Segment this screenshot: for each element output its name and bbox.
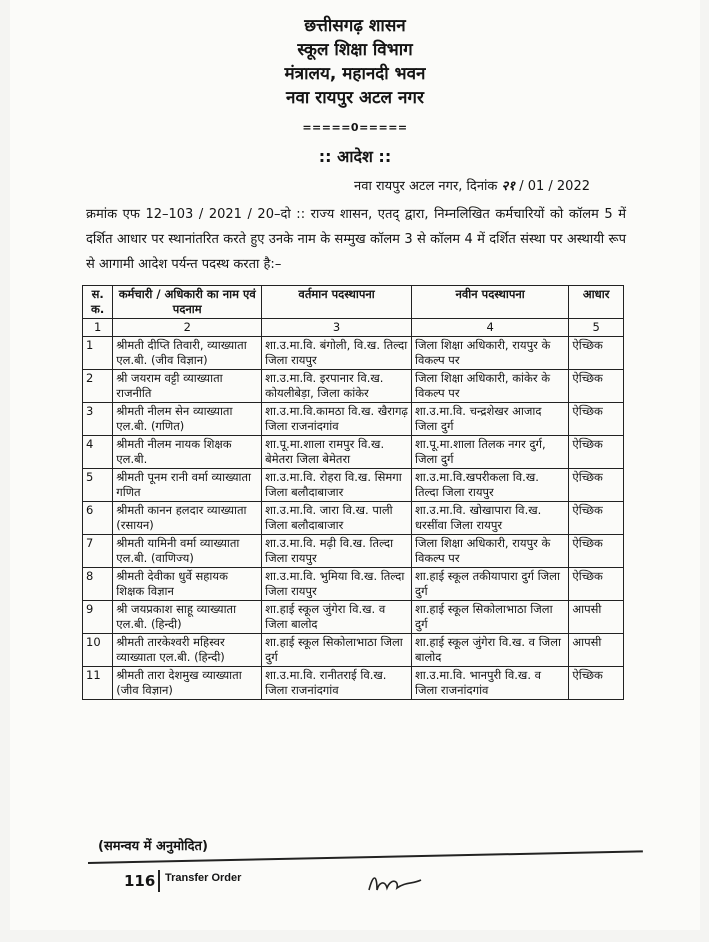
header-employee: कर्मचारी / अधिकारी का नाम एवं पदनाम — [113, 286, 262, 319]
header-basis: आधार — [569, 286, 624, 319]
cell-basis: आपसी — [569, 634, 624, 667]
cell-employee: श्रीमती कानन हलदार व्याख्याता (रसायन) — [113, 502, 262, 535]
cell-current-posting: शा.उ.मा.वि. रोहरा वि.ख. सिमगा जिला बलौदाबाजार — [262, 469, 412, 502]
cell-basis: आपसी — [569, 601, 624, 634]
header-city: नवा रायपुर अटल नगर — [286, 88, 424, 108]
header-serial: स. क. — [83, 286, 113, 319]
cell-new-posting: शा.उ.मा.वि. चन्द्रशेखर आजाद जिला दुर्ग — [411, 403, 568, 436]
order-paragraph: क्रमांक एफ 12–103 / 2021 / 20–दो :: राज्य शासन, एतद् द्वारा, निम्नलिखित कर्मचारियों को कॉलम 5 में दर्शित आधार पर स्थानांतरित करते हुए उनके नाम के सम्मुख कॉलम 3 से कॉलम 4 में दर्शित संस्था पर अस्थायी रूप से आगामी आदेश पर्यन्त पदस्थ करता है:– — [86, 207, 626, 272]
cell-current-posting: शा.उ.मा.वि. रानीतराई वि.ख. जिला राजनांदगांव — [262, 667, 412, 700]
cell-current-posting: शा.हाई स्कूल जुंगेरा वि.ख. व जिला बालोद — [262, 601, 412, 634]
table-row — [83, 436, 624, 469]
cell-serial: 11 — [83, 667, 113, 700]
dateline — [354, 176, 590, 194]
document-page — [10, 0, 700, 930]
dateline-rest: / 01 / 2022 — [519, 179, 590, 194]
dateline-prefix: नवा रायपुर अटल नगर, दिनांक — [354, 179, 498, 194]
cell-employee: श्रीमती यामिनी वर्मा व्याख्याता एल.बी. (वाणिज्य) — [113, 535, 262, 568]
colnum-2: 2 — [113, 319, 262, 337]
table-row — [83, 337, 624, 370]
cell-basis: ऐच्छिक — [569, 337, 624, 370]
cell-basis: ऐच्छिक — [569, 535, 624, 568]
colnum-1: 1 — [83, 319, 113, 337]
header-government: छत्तीसगढ़ शासन — [304, 16, 406, 36]
cell-new-posting: शा.उ.मा.वि.खपरीकला वि.ख. तिल्दा जिला रायपुर — [411, 469, 568, 502]
cell-employee: श्रीमती दीप्ति तिवारी, व्याख्याता एल.बी. (जीव विज्ञान) — [113, 337, 262, 370]
cell-employee: श्रीमती नीलम सेन व्याख्याता एल.बी. (गणित) — [113, 403, 262, 436]
cell-serial: 4 — [83, 436, 113, 469]
cell-new-posting: शा.पू.मा.शाला तिलक नगर दुर्ग, जिला दुर्ग — [411, 436, 568, 469]
cell-basis: ऐच्छिक — [569, 568, 624, 601]
separator: =====0===== — [302, 121, 408, 134]
table-colnum-row — [83, 319, 624, 337]
cell-serial: 1 — [83, 337, 113, 370]
cell-basis: ऐच्छिक — [569, 370, 624, 403]
table-row — [83, 370, 624, 403]
cell-serial: 6 — [83, 502, 113, 535]
dateline-day: २१ — [501, 179, 516, 194]
table-row — [83, 667, 624, 700]
table-row — [83, 568, 624, 601]
cell-serial: 9 — [83, 601, 113, 634]
cell-new-posting: शा.उ.मा.वि. खोखापारा वि.ख. धरसींवा जिला रायपुर — [411, 502, 568, 535]
cell-current-posting: शा.उ.मा.वि. जारा वि.ख. पाली जिला बलौदाबाजार — [262, 502, 412, 535]
cell-employee: श्रीमती देवीका धुर्वे सहायक शिक्षक विज्ञान — [113, 568, 262, 601]
cell-serial: 7 — [83, 535, 113, 568]
table-row — [83, 403, 624, 436]
cell-current-posting: शा.हाई स्कूल सिकोलाभाठा जिला दुर्ग — [262, 634, 412, 667]
cell-serial: 8 — [83, 568, 113, 601]
footer-divider — [158, 870, 160, 892]
cell-current-posting: शा.उ.मा.वि. इरपानार वि.ख. कोयलीबेड़ा, जिला कांकेर — [262, 370, 412, 403]
cell-current-posting: शा.उ.मा.वि. मढ़ी वि.ख. तिल्दा जिला रायपुर — [262, 535, 412, 568]
colnum-5: 5 — [569, 319, 624, 337]
cell-employee: श्री जयराम वट्टी व्याख्याता राजनीति — [113, 370, 262, 403]
signature-mark — [365, 868, 425, 896]
cell-serial: 5 — [83, 469, 113, 502]
cell-employee: श्रीमती तारकेश्वरी महिस्वर व्याख्याता एल.बी. (हिन्दी) — [113, 634, 262, 667]
cell-basis: ऐच्छिक — [569, 436, 624, 469]
cell-employee: श्रीमती पूनम रानी वर्मा व्याख्याता गणित — [113, 469, 262, 502]
header-current-posting: वर्तमान पदस्थापना — [262, 286, 412, 319]
cell-new-posting: शा.हाई स्कूल तकीयापारा दुर्ग जिला दुर्ग — [411, 568, 568, 601]
cell-new-posting: जिला शिक्षा अधिकारी, कांकेर के विकल्प पर — [411, 370, 568, 403]
transfer-table — [82, 285, 624, 700]
approval-note: (समन्वय में अनुमोदित) — [98, 839, 208, 854]
cell-basis: ऐच्छिक — [569, 403, 624, 436]
cell-basis: ऐच्छिक — [569, 469, 624, 502]
cell-current-posting: शा.उ.मा.वि.कामठा वि.ख. खैरागढ़ जिला राजनांदगांव — [262, 403, 412, 436]
table-row — [83, 601, 624, 634]
cell-current-posting: शा.उ.मा.वि. बंगोली, वि.ख. तिल्दा जिला रायपुर — [262, 337, 412, 370]
colnum-3: 3 — [262, 319, 412, 337]
cell-employee: श्री जयप्रकाश साहू व्याख्याता एल.बी. (हिन्दी) — [113, 601, 262, 634]
table-header-row — [83, 286, 624, 319]
letterhead — [10, 14, 700, 110]
cell-serial: 10 — [83, 634, 113, 667]
cell-current-posting: शा.पू.मा.शाला रामपुर वि.ख. बेमेतरा जिला बेमेतरा — [262, 436, 412, 469]
cell-new-posting: जिला शिक्षा अधिकारी, रायपुर के विकल्प पर — [411, 337, 568, 370]
cell-employee: श्रीमती नीलम नायक शिक्षक एल.बी. — [113, 436, 262, 469]
cell-basis: ऐच्छिक — [569, 502, 624, 535]
page-number: 116 — [124, 872, 156, 890]
cell-basis: ऐच्छिक — [569, 667, 624, 700]
header-department: स्कूल शिक्षा विभाग — [297, 40, 413, 60]
table-row — [83, 535, 624, 568]
cell-serial: 2 — [83, 370, 113, 403]
cell-new-posting: शा.हाई स्कूल सिकोलाभाठा जिला दुर्ग — [411, 601, 568, 634]
cell-new-posting: शा.उ.मा.वि. भानपुरी वि.ख. व जिला राजनांदगांव — [411, 667, 568, 700]
header-ministry: मंत्रालय, महानदी भवन — [284, 64, 426, 84]
cell-new-posting: शा.हाई स्कूल जुंगेरा वि.ख. व जिला बालोद — [411, 634, 568, 667]
footer-tagline: Transfer Order — [165, 872, 242, 884]
colnum-4: 4 — [411, 319, 568, 337]
cell-serial: 3 — [83, 403, 113, 436]
header-new-posting: नवीन पदस्थापना — [411, 286, 568, 319]
order-title: :: आदेश :: — [318, 147, 392, 166]
table-row — [83, 469, 624, 502]
cell-employee: श्रीमती तारा देशमुख व्याख्याता (जीव विज्ञान) — [113, 667, 262, 700]
cell-new-posting: जिला शिक्षा अधिकारी, रायपुर के विकल्प पर — [411, 535, 568, 568]
table-row — [83, 634, 624, 667]
cell-current-posting: शा.उ.मा.वि. भुमिया वि.ख. तिल्दा जिला रायपुर — [262, 568, 412, 601]
table-row — [83, 502, 624, 535]
